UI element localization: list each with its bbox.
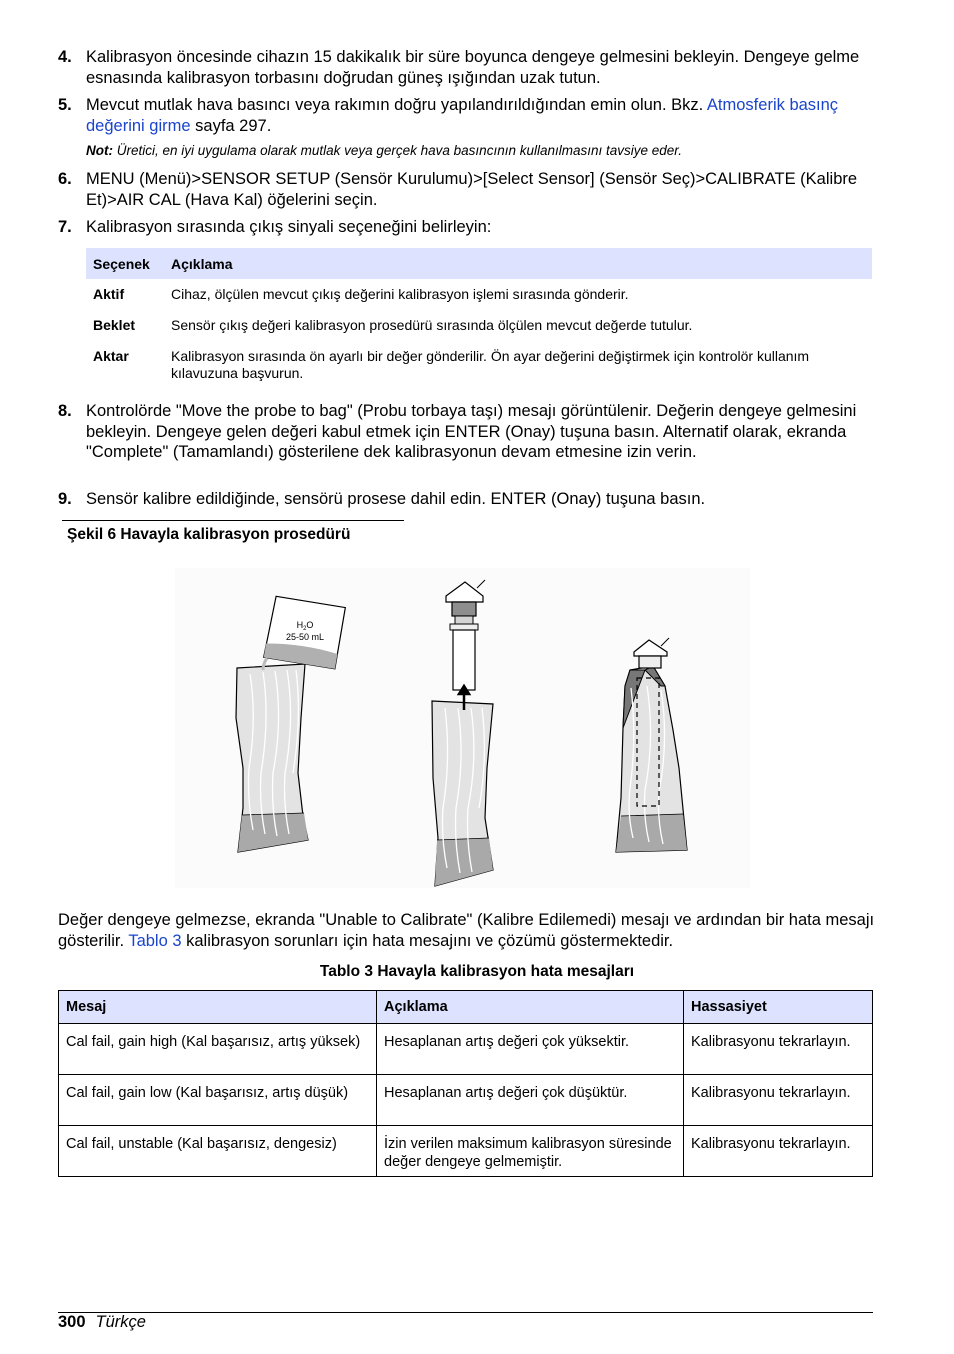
error-solution: Kalibrasyonu tekrarlayın. — [684, 1126, 873, 1177]
table-row — [86, 310, 872, 341]
step-text — [86, 95, 878, 136]
step-number: 7. — [58, 218, 72, 236]
error-description: Hesaplanan artış değeri çok düşüktür. — [377, 1075, 684, 1126]
paragraph-text-before: Değer dengeye gelmezse, ekranda "Unable to Calibrate" (Kalibre Edilemedi) mesajı ve ardından bir hata mesajı gösterilir. — [58, 911, 875, 950]
step-text-after: sayfa 297. — [190, 116, 272, 135]
column-header: Açıklama — [164, 248, 872, 279]
table-row — [59, 1024, 873, 1075]
step-text: Kalibrasyon öncesinde cihazın 15 dakikalık bir süre boyunca dengeye gelmesini bekleyin. Dengeye gelme esnasında kalibrasyon torbasını doğrudan güneş ışığından uzak tutun. — [86, 48, 860, 87]
option-description: Sensör çıkış değeri kalibrasyon prosedürü sırasında ölçülen mevcut değerde tutulur. — [171, 317, 693, 333]
table-row — [59, 1126, 873, 1177]
table-row — [86, 279, 872, 310]
table-row — [59, 1075, 873, 1126]
step-number: 9. — [58, 490, 72, 508]
option-key: Beklet — [93, 317, 136, 333]
note — [86, 143, 682, 158]
page-number: 300 — [58, 1313, 86, 1331]
note-text: Üretici, en iyi uygulama olarak mutlak veya gerçek hava basıncının kullanılmasını tavsiye eder. — [116, 143, 683, 158]
page-footer — [58, 1313, 146, 1332]
error-message: Cal fail, unstable (Kal başarısız, dengesiz) — [59, 1126, 377, 1177]
table-row — [86, 341, 872, 389]
error-description: İzin verilen maksimum kalibrasyon süresinde değer dengeye gelmemiştir. — [377, 1126, 684, 1177]
step-text: MENU (Menü)>SENSOR SETUP (Sensör Kurulumu)>[Select Sensor] (Sensör Seç)>CALIBRATE (Kalibre Et)>AIR CAL (Hava Kal) öğelerini seçin. — [86, 170, 858, 209]
error-solution: Kalibrasyonu tekrarlayın. — [684, 1024, 873, 1075]
step-5 — [58, 95, 878, 136]
options-table — [86, 248, 872, 389]
step-text: Kalibrasyon sırasında çıkış sinyali seçeneğini belirleyin: — [86, 218, 492, 236]
footer-divider — [58, 1312, 873, 1313]
step-6 — [58, 169, 878, 210]
cup-label-volume: 25-50 mL — [285, 632, 325, 642]
column-header: Açıklama — [377, 991, 684, 1024]
column-header: Seçenek — [86, 248, 164, 279]
option-description: Kalibrasyon sırasında ön ayarlı bir değer gönderilir. Ön ayar değerini değiştirmek için kontrolör kullanım kılavuzuna başvurun. — [171, 348, 810, 381]
step-4 — [58, 47, 878, 88]
step-text: Sensör kalibre edildiğinde, sensörü prosese dahil edin. ENTER (Onay) tuşuna basın. — [86, 490, 706, 508]
error-message: Cal fail, gain high (Kal başarısız, artış yüksek) — [59, 1024, 377, 1075]
cross-reference-link[interactable]: Atmosferik basınç değerini girme — [86, 96, 839, 135]
paragraph — [58, 910, 878, 951]
step-7 — [58, 217, 878, 238]
bag-with-water-icon — [236, 664, 308, 852]
figure-title: Şekil 6 Havayla kalibrasyon prosedürü — [67, 526, 351, 543]
option-description: Cihaz, ölçülen mevcut çıkış değerini kalibrasyon işlemi sırasında gönderir. — [171, 286, 629, 302]
step-number: 5. — [58, 96, 72, 114]
paragraph-text-after: kalibrasyon sorunları için hata mesajını ve çözümü göstermektedir. — [181, 931, 674, 950]
note-label: Not: — [86, 143, 113, 158]
step-number: 6. — [58, 170, 72, 188]
step-text-before: Mevcut mutlak hava basıncı veya rakımın doğru yapılandırıldığından emin olun. Bkz. — [86, 96, 707, 114]
column-header: Mesaj — [59, 991, 377, 1024]
error-solution: Kalibrasyonu tekrarlayın. — [684, 1075, 873, 1126]
table-title: Tablo 3 Havayla kalibrasyon hata mesajları — [319, 963, 635, 980]
figure-divider — [62, 520, 404, 521]
step-number: 4. — [58, 48, 72, 66]
footer-language: Türkçe — [95, 1313, 146, 1331]
option-key: Aktar — [93, 348, 129, 364]
step-number: 8. — [58, 402, 72, 420]
air-calibration-illustration — [175, 568, 750, 888]
column-header: Hassasiyet — [684, 991, 873, 1024]
step-9 — [58, 489, 878, 510]
bag-with-probe-icon — [432, 701, 493, 886]
option-key: Aktif — [93, 286, 125, 302]
error-message: Cal fail, gain low (Kal başarısız, artış düşük) — [59, 1075, 377, 1126]
table-reference-link[interactable]: Tablo 3 — [128, 931, 182, 950]
step-8 — [58, 401, 878, 463]
table-header-row — [86, 248, 872, 279]
cup-label-water: $H_2O$ — [296, 620, 314, 632]
error-messages-table — [58, 990, 873, 1177]
step-text: Kontrolörde "Move the probe to bag" (Probu torbaya taşı) mesajı görüntülenir. Değerin dengeye gelmesini bekleyin. Dengeye gelen değeri kabul etmek için ENTER (Onay) tuşuna basın. Alternatif olarak, ekranda "Complete" (Tamamlandı) gösterilene dek kalibrasyonun devam etmesine izin verin. — [86, 402, 857, 461]
table-header-row — [59, 991, 873, 1024]
error-description: Hesaplanan artış değeri çok yüksektir. — [377, 1024, 684, 1075]
